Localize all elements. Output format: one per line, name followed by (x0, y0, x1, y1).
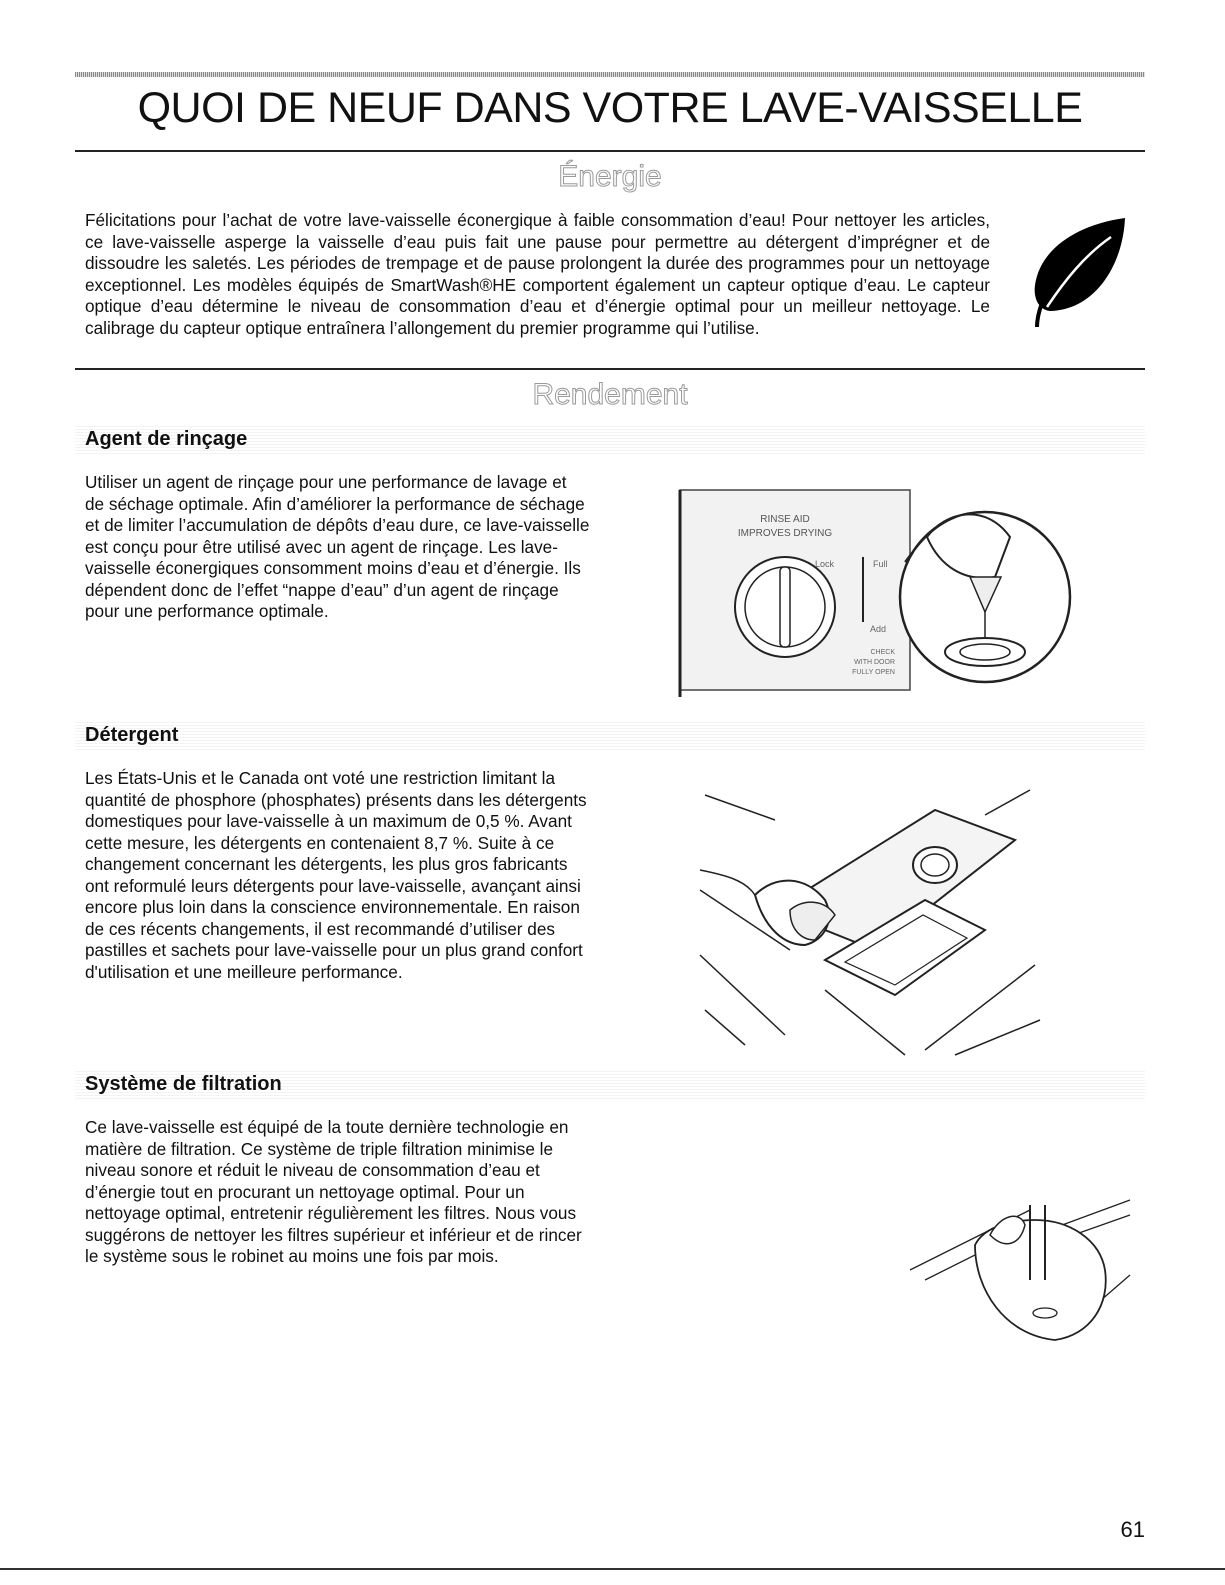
illustration-label-check: CHECK (870, 649, 895, 656)
illustration-label-fully-open: FULLY OPEN (852, 669, 895, 676)
rinse-aid-paragraph: Utiliser un agent de rinçage pour une performance de lavage et de séchage optimale. Afin d’améliorer la performance de séchage et de limiter l’accumulation de dépôts d’eau dure, ce lave-vaisselle est conçu pour être utilisé avec un agent de rinçage. Les lave-vaisselle éconergiques consomment moins d’eau et d’énergie. Ils dépendent donc de l’effet “nappe d’eau” d’un agent de rinçage pour une performance optimale. (85, 472, 590, 621)
page-number: 61 (1120, 1517, 1145, 1542)
illustration-label-full: Full (873, 559, 888, 569)
illustration-label-lock: Lock (815, 559, 835, 569)
filtration-heading: Système de filtration (85, 1073, 282, 1095)
energy-divider (75, 368, 1145, 370)
bottom-rule (0, 1568, 1225, 1570)
detergent-dispenser-illustration (695, 780, 1045, 1060)
performance-heading: Rendement (532, 378, 688, 411)
rinse-aid-heading: Agent de rinçage (85, 428, 248, 450)
filter-system-illustration (905, 1195, 1135, 1350)
energy-heading: Énergie (558, 160, 662, 193)
energy-paragraph: Félicitations pour l’achat de votre lave-vaisselle éconergique à faible consommation d’eau! Pour nettoyer les articles, ce lave-vaisselle asperge la vaisselle d’eau puis fait une pause pour permettre au détergent d’imprégner et de dissoudre les saletés. Les périodes de trempage et de pause prolongent la durée des programmes pour un nettoyage exceptionnel. Les modèles équipés de SmartWash®HE comportent également un capteur optique d’eau. Le capteur optique d’eau détermine le niveau de consommation d’eau et d’énergie optimal pour un meilleur nettoyage. Le calibrage du capteur optique entraînera l’allongement du premier programme qui l’utilise. (85, 210, 990, 338)
top-decorative-rule (75, 72, 1145, 77)
illustration-label-add: Add (870, 624, 887, 634)
title-divider (75, 150, 1145, 152)
page-title: QUOI DE NEUF DANS VOTRE LAVE-VAISSELLE (137, 84, 1083, 132)
filtration-paragraph: Ce lave-vaisselle est équipé de la toute dernière technologie en matière de filtration. Ce système de triple filtration minimise le niveau sonore et réduit le niveau de consommation d’eau et d’énergie tout en procurant un nettoyage optimal. Pour un nettoyage optimal, entretenir régulièrement les filtres. Nous vous suggérons de nettoyer les filtres supérieur et inférieur et de rincer le système sous le robinet au moins une fois par mois. (85, 1117, 582, 1266)
illustration-label-with-door: WITH DOOR (854, 659, 895, 666)
illustration-label-rinse-aid: RINSE AID (760, 514, 810, 525)
detergent-paragraph: Les États-Unis et le Canada ont voté une restriction limitant la quantité de phosphore (phosphates) présents dans les détergents domestiques pour lave-vaisselle à un maximum de 0,5 %. Avant cette mesure, les détergents en contenaient 8,7 %. Suite à ce changement concernant les détergents, les plus gros fabricants ont reformulé leurs détergents pour lave-vaisselle, avançant ainsi encore plus loin dans la conscience environnementale. En raison de ces récents changements, il est recommandé d’utiliser des pastilles et sachets pour lave-vaisselle pour un plus grand confort d'utilisation et une meilleure performance. (85, 768, 587, 982)
illustration-label-improves-drying: IMPROVES DRYING (737, 528, 833, 539)
leaf-icon (1025, 215, 1135, 330)
detergent-heading-bar (75, 722, 1145, 750)
detergent-heading: Détergent (85, 724, 179, 746)
rinse-aid-dispenser-illustration (665, 482, 1135, 707)
